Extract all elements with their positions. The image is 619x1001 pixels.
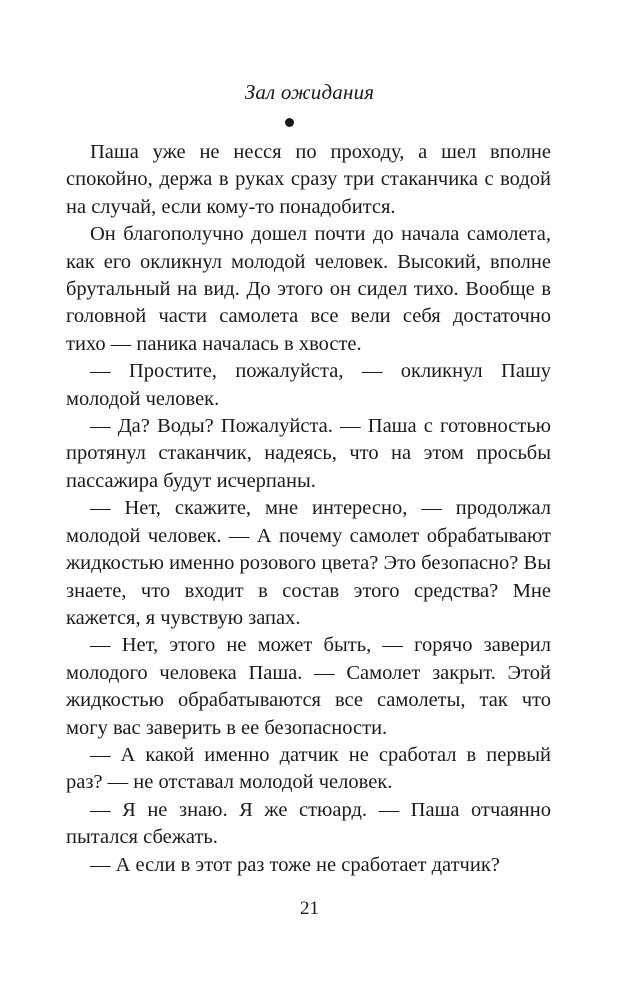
paragraph: Он благополучно дошел почти до начала самолета, как его окликнул молодой человек. Высокий, вполне брутальный на вид. До этого он сидел тихо. Вообще в головной части самолета все вели себя достаточно тихо — паника началась в хвосте. bbox=[66, 223, 551, 355]
paragraph: — А какой именно датчик не сработал в первый раз? — не отставал молодой человек. bbox=[66, 743, 551, 794]
paragraph: — А если в этот раз тоже не сработает датчик? bbox=[90, 853, 500, 876]
header-bullet-ornament bbox=[285, 118, 294, 127]
paragraph: — Я не знаю. Я же стюард. — Паша отчаянно пытался сбежать. bbox=[66, 798, 551, 849]
page-number: 21 bbox=[300, 898, 319, 919]
paragraph: — Простите, пожалуйста, — окликнул Пашу молодой человек. bbox=[66, 360, 551, 410]
running-header: Зал ожидания bbox=[244, 80, 375, 104]
body-text bbox=[66, 139, 551, 879]
paragraph: — Да? Воды? Пожалуйста. — Паша с готовностью протянул стаканчик, надеясь, что на этом просьбы пассажира будут исчерпаны. bbox=[66, 415, 551, 492]
paragraph: — Нет, скажите, мне интересно, — продолжал молодой человек. — А почему самолет обрабатывают жидкостью именно розового цвета? Это безопасно? Вы знаете, что входит в состав этого средства? Мне кажется, я чувствую запах. bbox=[66, 497, 551, 629]
paragraph: — Нет, этого не может быть, — горячо заверил молодого человека Паша. — Самолет закрыт. Этой жидкостью обрабатываются все самолеты, так что могу вас заверить в ее безопасности. bbox=[66, 634, 551, 739]
paragraph: Паша уже не несся по проходу, а шел вполне спокойно, держа в руках сразу три стаканчика с водой на случай, если кому-то понадобится. bbox=[66, 141, 551, 218]
